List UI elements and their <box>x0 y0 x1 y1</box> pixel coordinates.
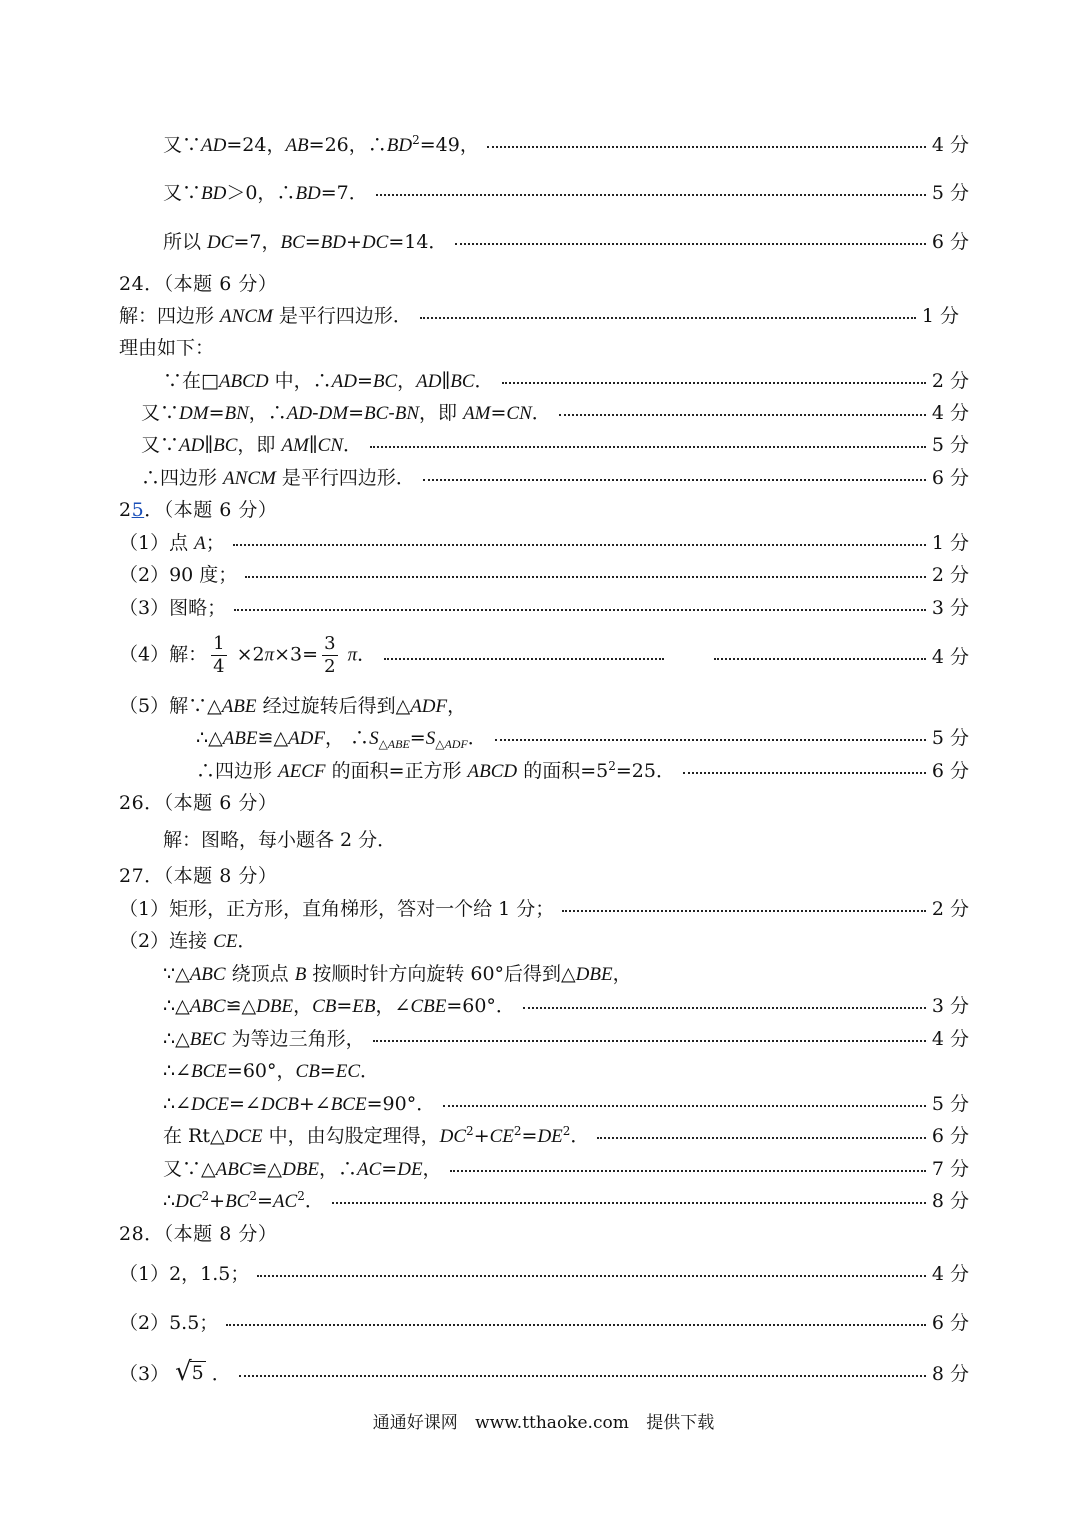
line-text: （4）解： $\frac{1}{4}$ ×2π×3= $\frac{3}{2}$ π． <box>119 632 377 677</box>
line-text: （2）5.5； <box>119 1311 219 1334</box>
answer-line <box>0 1257 1087 1287</box>
points-label: 4 分 <box>931 1027 969 1050</box>
fraction: $\frac{3}{2}$ <box>324 632 336 677</box>
answer-line <box>0 461 1087 491</box>
dotted-leader <box>257 1275 925 1277</box>
answer-line <box>0 1054 1087 1084</box>
answer-line <box>0 396 1087 426</box>
answer-line <box>0 225 1087 255</box>
dotted-leader <box>523 1007 926 1009</box>
line-text: 又∵△ABC≌△DBE，∴AC=DE， <box>163 1157 442 1180</box>
points-label: 6 分 <box>931 466 969 489</box>
heading-text: 26．（本题 6 分） <box>119 791 278 814</box>
line-text: ∴△ABE≌△ADF， $\therefore S_{\triangle ABE}=S_{\triangle ADF}$． <box>196 726 487 751</box>
line-text: 所以 DC=7，BC=BD+DC=14． <box>163 230 448 253</box>
page-footer <box>0 1408 1087 1433</box>
dotted-leader <box>597 1137 925 1139</box>
answer-line <box>0 299 1087 329</box>
answer-line <box>0 892 1087 922</box>
line-text: 又∵AD=24，AB=26，$\therefore BD^2=49$， <box>163 132 479 156</box>
dotted-leader <box>455 243 925 245</box>
answer-line <box>0 428 1087 458</box>
points-label: 2 分 <box>931 563 969 586</box>
points-label: 6 分 <box>931 1311 969 1334</box>
answer-line <box>0 1119 1087 1149</box>
question-heading-25 <box>0 493 1087 523</box>
line-text: （5）解∵△ABE 经过旋转后得到△ADF， <box>119 694 467 717</box>
footer-url: www.tthaoke.com <box>475 1413 629 1433</box>
dotted-leader <box>423 479 926 481</box>
answer-line <box>0 721 1087 751</box>
line-text: ∴四边形 ANCM 是平行四边形． <box>141 466 415 489</box>
points-label: 8 分 <box>931 1362 969 1385</box>
answer-line <box>0 128 1087 158</box>
dotted-leader <box>450 1170 926 1172</box>
heading-text: 24．（本题 6 分） <box>119 272 278 295</box>
line-text: （1）矩形，正方形，直角梯形，答对一个给 1 分； <box>119 897 555 920</box>
points-label: 6 分 <box>931 759 969 782</box>
dotted-leader <box>559 414 926 416</box>
line-text: $\therefore DC^2+BC^2=AC^2$． <box>163 1188 324 1212</box>
line-text: 又∵BD＞0，∴BD=7． <box>163 181 368 204</box>
points-label: 8 分 <box>931 1189 969 1212</box>
answer-line <box>0 364 1087 394</box>
dotted-leader <box>495 739 926 741</box>
points-label: 3 分 <box>931 994 969 1017</box>
answer-line <box>0 1087 1087 1117</box>
line-text: 在 Rt△DCE 中，由勾股定理得，$DC^2+CE^2=DE^2$． <box>163 1123 590 1147</box>
points-label: 5 分 <box>931 1092 969 1115</box>
points-label: 4 分 <box>931 133 969 156</box>
line-text: （1）点 A； <box>119 531 225 554</box>
question-heading-28 <box>0 1217 1087 1247</box>
answer-line <box>0 591 1087 621</box>
dotted-leader <box>487 146 926 148</box>
line-text: 解：图略，每小题各 2 分． <box>163 828 397 851</box>
points-label: 1 分 <box>921 304 959 327</box>
points-label: 3 分 <box>931 596 969 619</box>
line-text: ∵在□ABCD 中，∴AD=BC，AD∥BC． <box>163 369 494 392</box>
fraction: $\frac{1}{4}$ <box>213 632 225 677</box>
points-label: 2 分 <box>931 897 969 920</box>
heading-text: 25．（本题 6 分） <box>119 498 278 521</box>
points-label: 6 分 <box>931 230 969 253</box>
dotted-leader <box>420 317 916 319</box>
line-text: 又∵DM=BN，∴AD-DM=BC-BN，即 AM=CN． <box>141 401 551 424</box>
line-text: （1）2，1.5； <box>119 1262 250 1285</box>
points-label: 4 分 <box>931 1262 969 1285</box>
dotted-leader <box>384 658 664 660</box>
points-label: 2 分 <box>931 369 969 392</box>
answer-line <box>0 924 1087 954</box>
line-text: ∴∠DCE=∠DCB+∠BCE=90°． <box>163 1092 436 1115</box>
line-text: 解：四边形 ANCM 是平行四边形． <box>119 304 412 327</box>
line-text: （3） √ 5 ． <box>119 1356 231 1387</box>
heading-text: 28．（本题 8 分） <box>119 1222 278 1245</box>
points-label: 5 分 <box>931 181 969 204</box>
line-text: （2）90 度； <box>119 563 238 586</box>
answer-line <box>0 1152 1087 1182</box>
dotted-leader <box>683 772 926 774</box>
dotted-leader <box>370 446 926 448</box>
heading-text: 27．（本题 8 分） <box>119 864 278 887</box>
dotted-leader <box>233 544 926 546</box>
dotted-leader <box>239 1375 926 1377</box>
dotted-leader <box>502 382 926 384</box>
line-text: （3）图略； <box>119 596 227 619</box>
answer-line <box>0 1184 1087 1214</box>
line-text: ∴四边形 AECF 的面积=正方形 ABCD 的面积$=5^2=25$． <box>196 758 675 782</box>
points-label: 5 分 <box>931 726 969 749</box>
points-label: 7 分 <box>931 1157 969 1180</box>
question-heading-26 <box>0 786 1087 816</box>
answer-line <box>0 176 1087 206</box>
points-label: 4 分 <box>931 401 969 424</box>
dotted-leader <box>245 576 926 578</box>
answer-line <box>0 989 1087 1019</box>
dotted-leader <box>714 658 926 660</box>
question-heading-24 <box>0 267 1087 297</box>
points-label: 6 分 <box>931 1124 969 1147</box>
points-label: 4 分 <box>931 645 969 668</box>
answer-line <box>0 558 1087 588</box>
line-text: 理由如下： <box>119 336 215 359</box>
dotted-leader <box>234 609 926 611</box>
square-root: √ 5 <box>175 1356 204 1387</box>
answer-line <box>0 689 1087 719</box>
answer-line <box>0 754 1087 784</box>
dotted-leader <box>376 194 926 196</box>
line-text: 又∵AD∥BC，即 AM∥CN． <box>141 433 363 456</box>
answer-line <box>0 823 1087 853</box>
answer-line <box>0 1306 1087 1336</box>
dotted-leader <box>332 1202 926 1204</box>
answer-line <box>0 1022 1087 1052</box>
answer-line <box>0 1354 1087 1390</box>
answer-line <box>0 331 1087 361</box>
footer-note: 提供下载 <box>646 1413 715 1433</box>
answer-line <box>0 632 1087 678</box>
line-text: ∴△BEC 为等边三角形， <box>163 1027 365 1050</box>
footer-site-name: 通通好课网 <box>372 1413 458 1433</box>
dotted-leader <box>443 1105 926 1107</box>
dotted-leader <box>226 1324 926 1326</box>
answer-line <box>0 526 1087 556</box>
answer-line <box>0 957 1087 987</box>
dotted-leader <box>373 1040 926 1042</box>
dotted-leader <box>562 910 926 912</box>
points-label: 1 分 <box>931 531 969 554</box>
line-text: ∵△ABC 绕顶点 B 按顺时针方向旋转 60°后得到△DBE， <box>163 962 632 985</box>
line-text: （2）连接 CE． <box>119 929 257 952</box>
line-text: ∴∠BCE=60°，CB=EC． <box>163 1059 380 1082</box>
question-heading-27 <box>0 859 1087 889</box>
points-label: 5 分 <box>931 433 969 456</box>
line-text: ∴△ABC≌△DBE，CB=EB，∠CBE=60°． <box>163 994 515 1017</box>
